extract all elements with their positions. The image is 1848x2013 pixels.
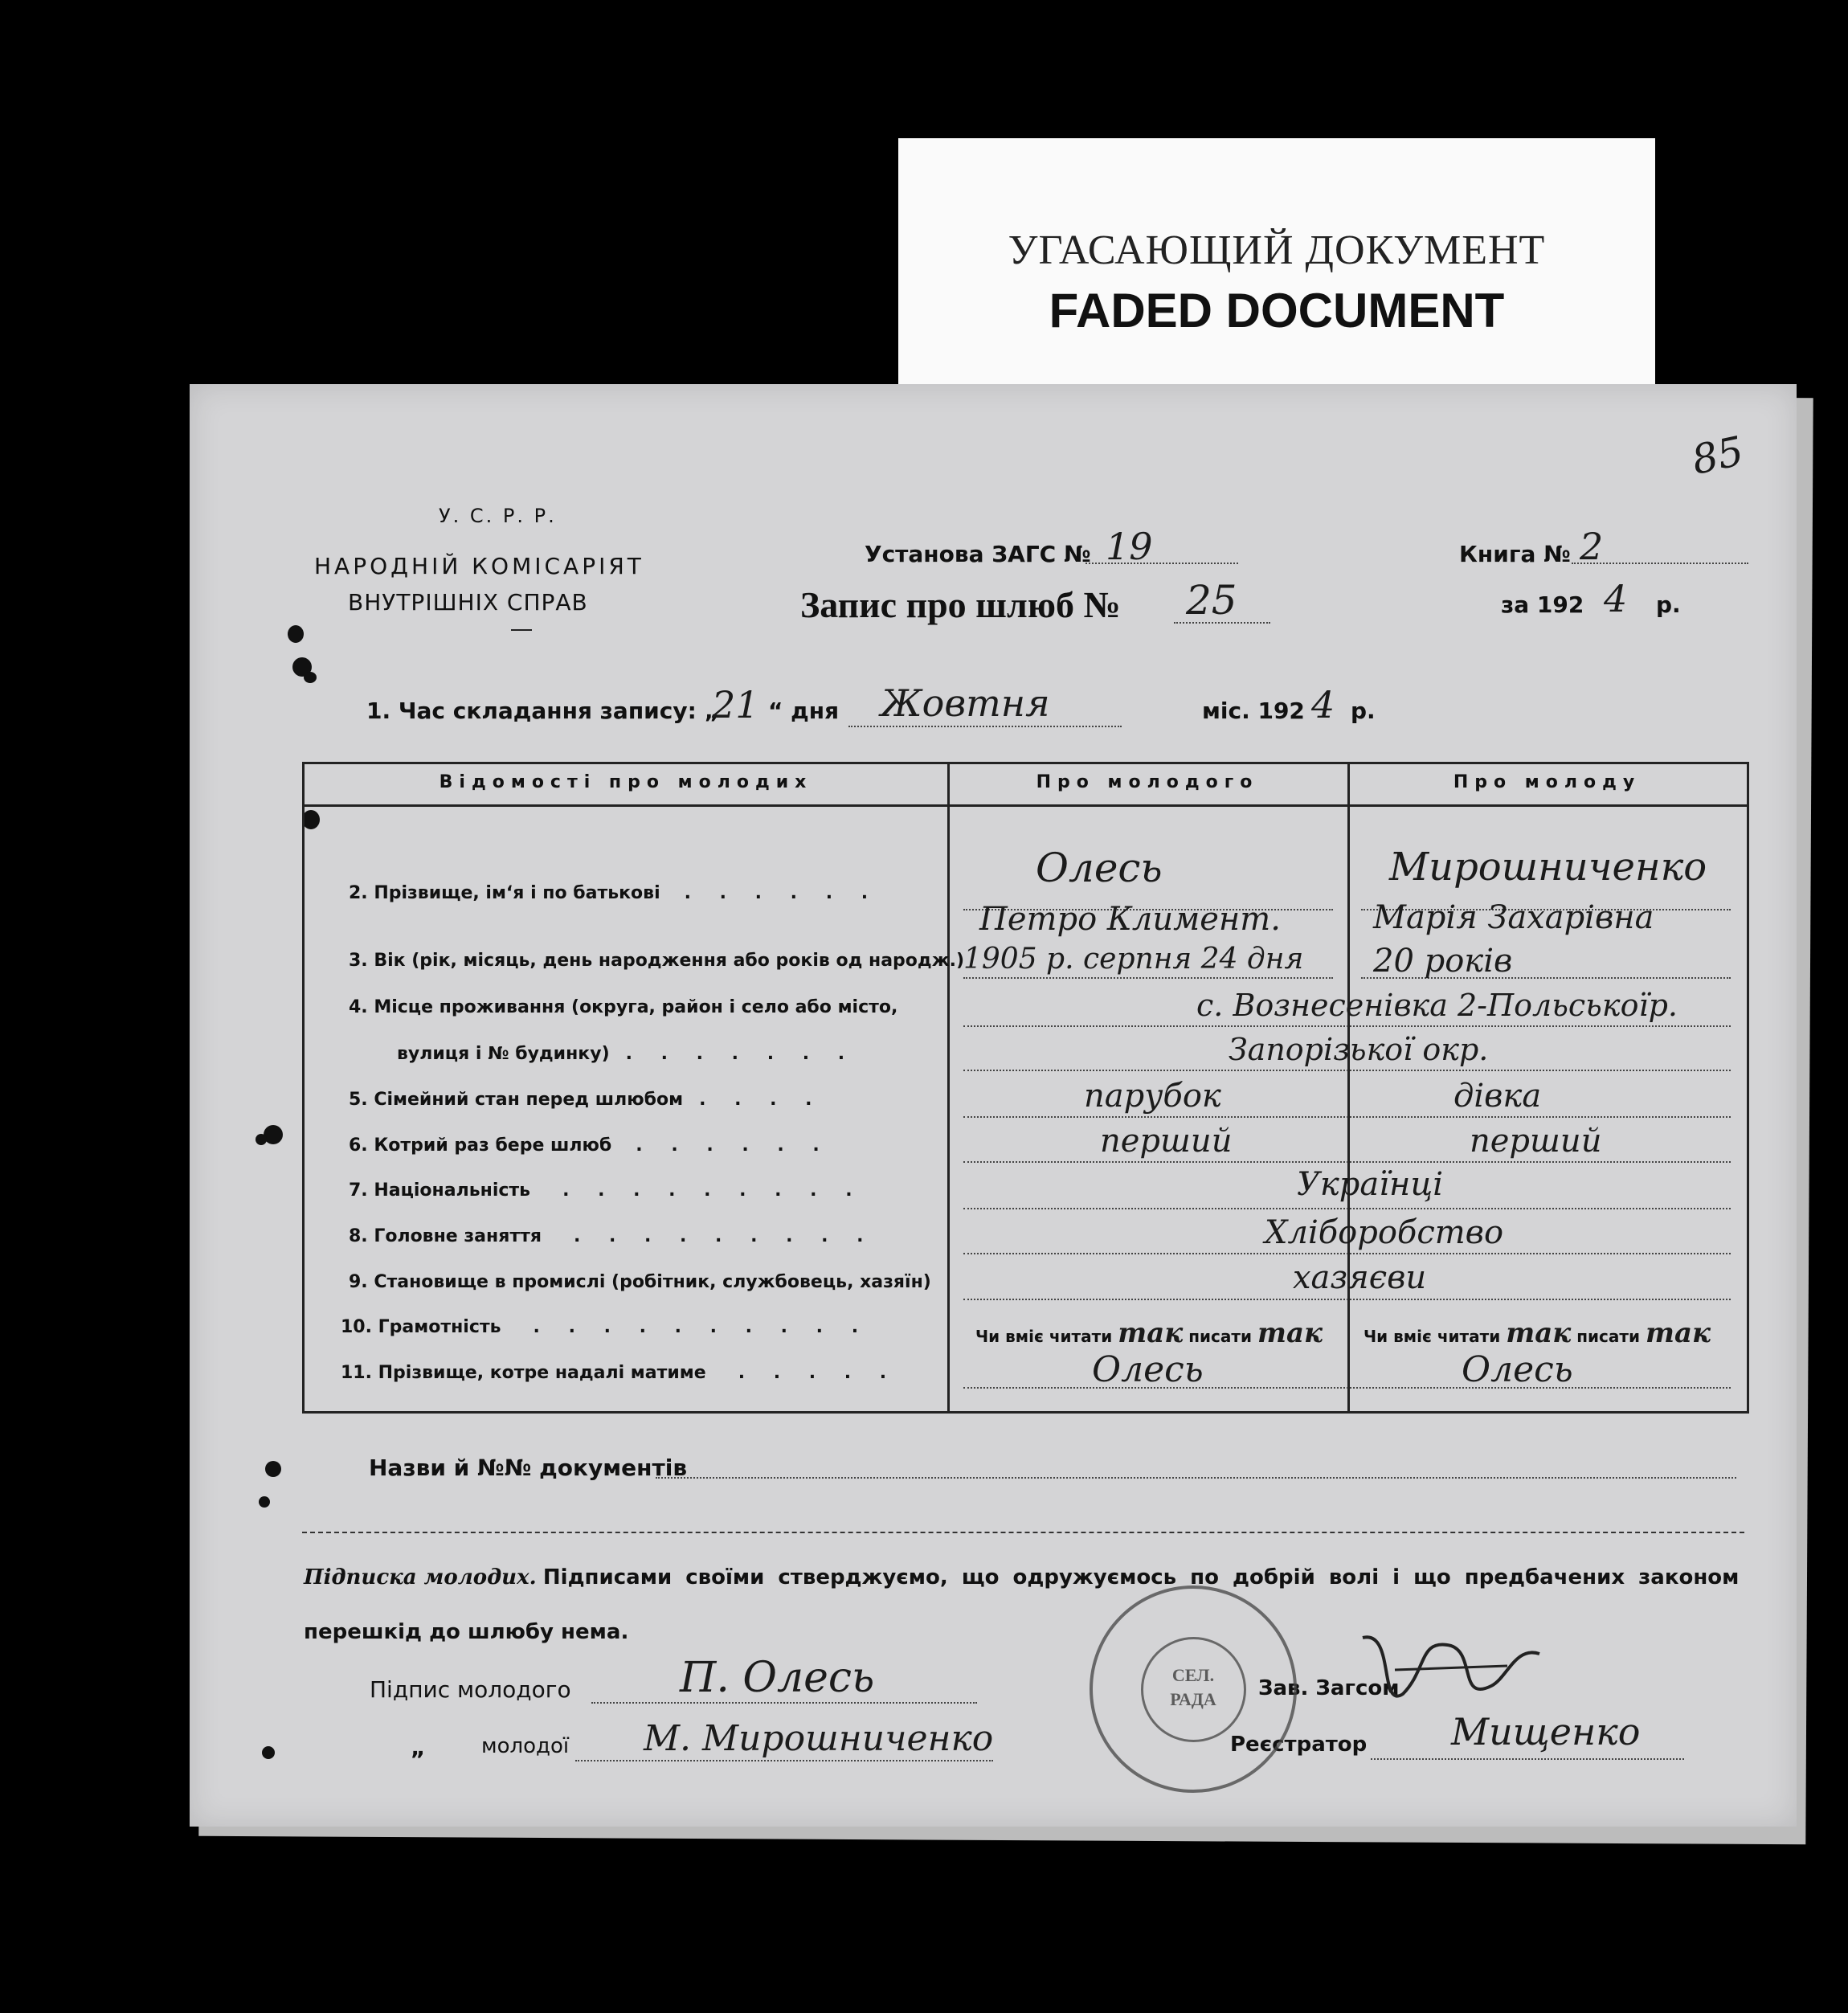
row-label-name: 2. Прізвище, ім‘я і по батькові . . . . . . (349, 883, 880, 903)
bride-signature-line (575, 1760, 993, 1761)
groom-future-surname: Олесь (1092, 1349, 1204, 1390)
row-label-marital-status: 5. Сімейний стан перед шлюбом . . . . (349, 1090, 824, 1110)
industry-status-value: хазяєви (1293, 1259, 1427, 1296)
record-day: 21 (712, 683, 759, 726)
marriage-record-sheet (190, 384, 1797, 1827)
record-year-digit: 4 (1311, 683, 1335, 726)
row-label-residence: 4. Місце проживання (округа, район і село або місто, (349, 997, 898, 1017)
punch-hole (264, 1125, 283, 1144)
row-label-nationality: 7. Національність . . . . . . . . . (349, 1180, 864, 1201)
documents-label: Назви й №№ документів (369, 1455, 688, 1481)
punch-hole (259, 1496, 270, 1508)
zags-head-signature (1347, 1622, 1556, 1726)
zags-number: 19 (1106, 525, 1153, 568)
column-header-bride: Про молоду (1453, 772, 1642, 792)
record-year-suffix: р. (1351, 698, 1376, 724)
divider-dash (511, 629, 532, 631)
table-header-divider (305, 804, 1747, 807)
record-month-label: міс. 192 (1202, 698, 1305, 724)
bride-marriage-count: перший (1470, 1123, 1602, 1160)
section-divider (302, 1532, 1744, 1533)
commissariat-line-1: НАРОДНІЙ КОМІСАРІЯТ (314, 553, 644, 579)
record-month-line (848, 726, 1122, 727)
book-number: 2 (1580, 525, 1604, 568)
documents-line (656, 1477, 1736, 1479)
official-stamp (1090, 1585, 1297, 1793)
table-column-divider (947, 764, 950, 1411)
bride-marital-status: дівка (1453, 1078, 1542, 1115)
bride-given-names: Марія Захарівна (1373, 899, 1654, 936)
entry-line (963, 1116, 1731, 1118)
zags-head-label: Зав. Загсом (1258, 1676, 1400, 1700)
marriage-details-table (302, 762, 1749, 1414)
record-time-prefix: 1. Час складання запису: „ (366, 698, 719, 724)
entry-line (963, 1161, 1731, 1163)
year-suffix: р. (1656, 591, 1681, 618)
archive-page-number: 85 (1687, 428, 1748, 484)
bride-future-surname: Олесь (1462, 1349, 1573, 1390)
groom-signature-label: Підпис молодого (370, 1676, 571, 1703)
entry-line (963, 1208, 1731, 1209)
record-time-mid: “ дня (768, 698, 840, 724)
registrar-signature-line (1371, 1758, 1684, 1760)
row-label-occupation: 8. Головне заняття . . . . . . . . . (349, 1226, 875, 1246)
book-label: Книга № (1459, 541, 1571, 567)
groom-signature-line (591, 1702, 977, 1704)
row-label-literacy: 10. Грамотність . . . . . . . . . . (341, 1317, 870, 1337)
zags-number-line (1085, 563, 1238, 564)
residence-village: с. Вознесенівка 2-Польськоїр. (1196, 988, 1678, 1023)
pledge-text-continued: перешкід до шлюбу нема. (304, 1620, 629, 1644)
entry-line (963, 1253, 1731, 1254)
groom-birth-date: 1905 р. серпня 24 дня (963, 943, 1304, 976)
entry-line (963, 977, 1333, 979)
row-label-street: вулиця і № будинку) . . . . . . . (397, 1044, 857, 1064)
punch-hole (256, 1134, 267, 1145)
book-number-line (1572, 563, 1748, 564)
year-label: за 192 (1501, 591, 1584, 618)
entry-line (963, 1387, 1731, 1389)
entry-line (963, 1299, 1731, 1300)
label-russian: УГАСАЮЩИЙ ДОКУМЕНТ (1008, 227, 1546, 273)
groom-given-names: Петро Климент. (979, 901, 1281, 938)
entry-line (963, 1070, 1731, 1071)
registrar-signature: Мищенко (1451, 1710, 1641, 1753)
pledge-text: Підписка молодих. Підписами своїми стверджуємо, що одружуємось по добрій волі і що предбачених законом (304, 1565, 1740, 1590)
row-label-marriage-count: 6. Котрий раз бере шлюб . . . . . . (349, 1135, 831, 1156)
commissariat-line-2: ВНУТРІШНІХ СПРАВ (348, 589, 588, 616)
groom-signature: П. Олесь (680, 1654, 875, 1702)
record-number: 25 (1186, 577, 1237, 624)
bride-literacy: Чи вміє читати так писати так (1364, 1317, 1711, 1349)
residence-district: Запорізької окр. (1229, 1032, 1489, 1067)
occupation-value: Хліборобство (1265, 1214, 1504, 1251)
year-digit: 4 (1604, 577, 1628, 620)
zags-label: Установа ЗАГС № (865, 541, 1091, 567)
record-month: Жовтня (881, 681, 1050, 725)
bride-signature-label: молодої (481, 1734, 570, 1758)
groom-marriage-count: перший (1100, 1123, 1233, 1160)
stamp-text-line-2: РАДА (1170, 1689, 1216, 1709)
column-header-info: Відомості про молодих (439, 772, 813, 792)
bride-signature: М. Мирошниченко (644, 1718, 994, 1759)
faded-document-label (898, 138, 1655, 387)
row-label-age: 3. Вік (рік, місяць, день народження або років од народж.) (349, 951, 964, 971)
groom-marital-status: парубок (1084, 1078, 1221, 1115)
republic-abbreviation: У. С. Р. Р. (439, 505, 557, 527)
groom-literacy: Чи вміє читати так писати так (975, 1317, 1323, 1349)
punch-hole (265, 1461, 281, 1477)
bride-age: 20 років (1373, 943, 1513, 980)
bride-surname: Мирошниченко (1389, 845, 1707, 890)
punch-hole (288, 625, 304, 643)
nationality-value: Українці (1297, 1166, 1444, 1203)
record-number-line (1174, 622, 1270, 624)
column-header-groom: Про молодого (1036, 772, 1259, 792)
groom-surname: Олесь (1036, 845, 1163, 891)
entry-line (963, 1025, 1731, 1027)
record-title: Запис про шлюб № (800, 584, 1121, 625)
label-english: FADED DOCUMENT (1049, 284, 1505, 338)
punch-hole (262, 1746, 275, 1759)
registrar-label: Реєстратор (1230, 1733, 1368, 1757)
row-label-future-surname: 11. Прізвище, котре надалі матиме . . . . . (341, 1363, 898, 1383)
bride-signature-prefix: „ (411, 1734, 426, 1761)
row-label-industry-status: 9. Становище в промислі (робітник, службовець, хазяїн) (349, 1272, 931, 1292)
punch-hole (304, 672, 317, 683)
table-column-divider (1347, 764, 1350, 1411)
stamp-text-line-1: СЕЛ. (1171, 1665, 1215, 1685)
